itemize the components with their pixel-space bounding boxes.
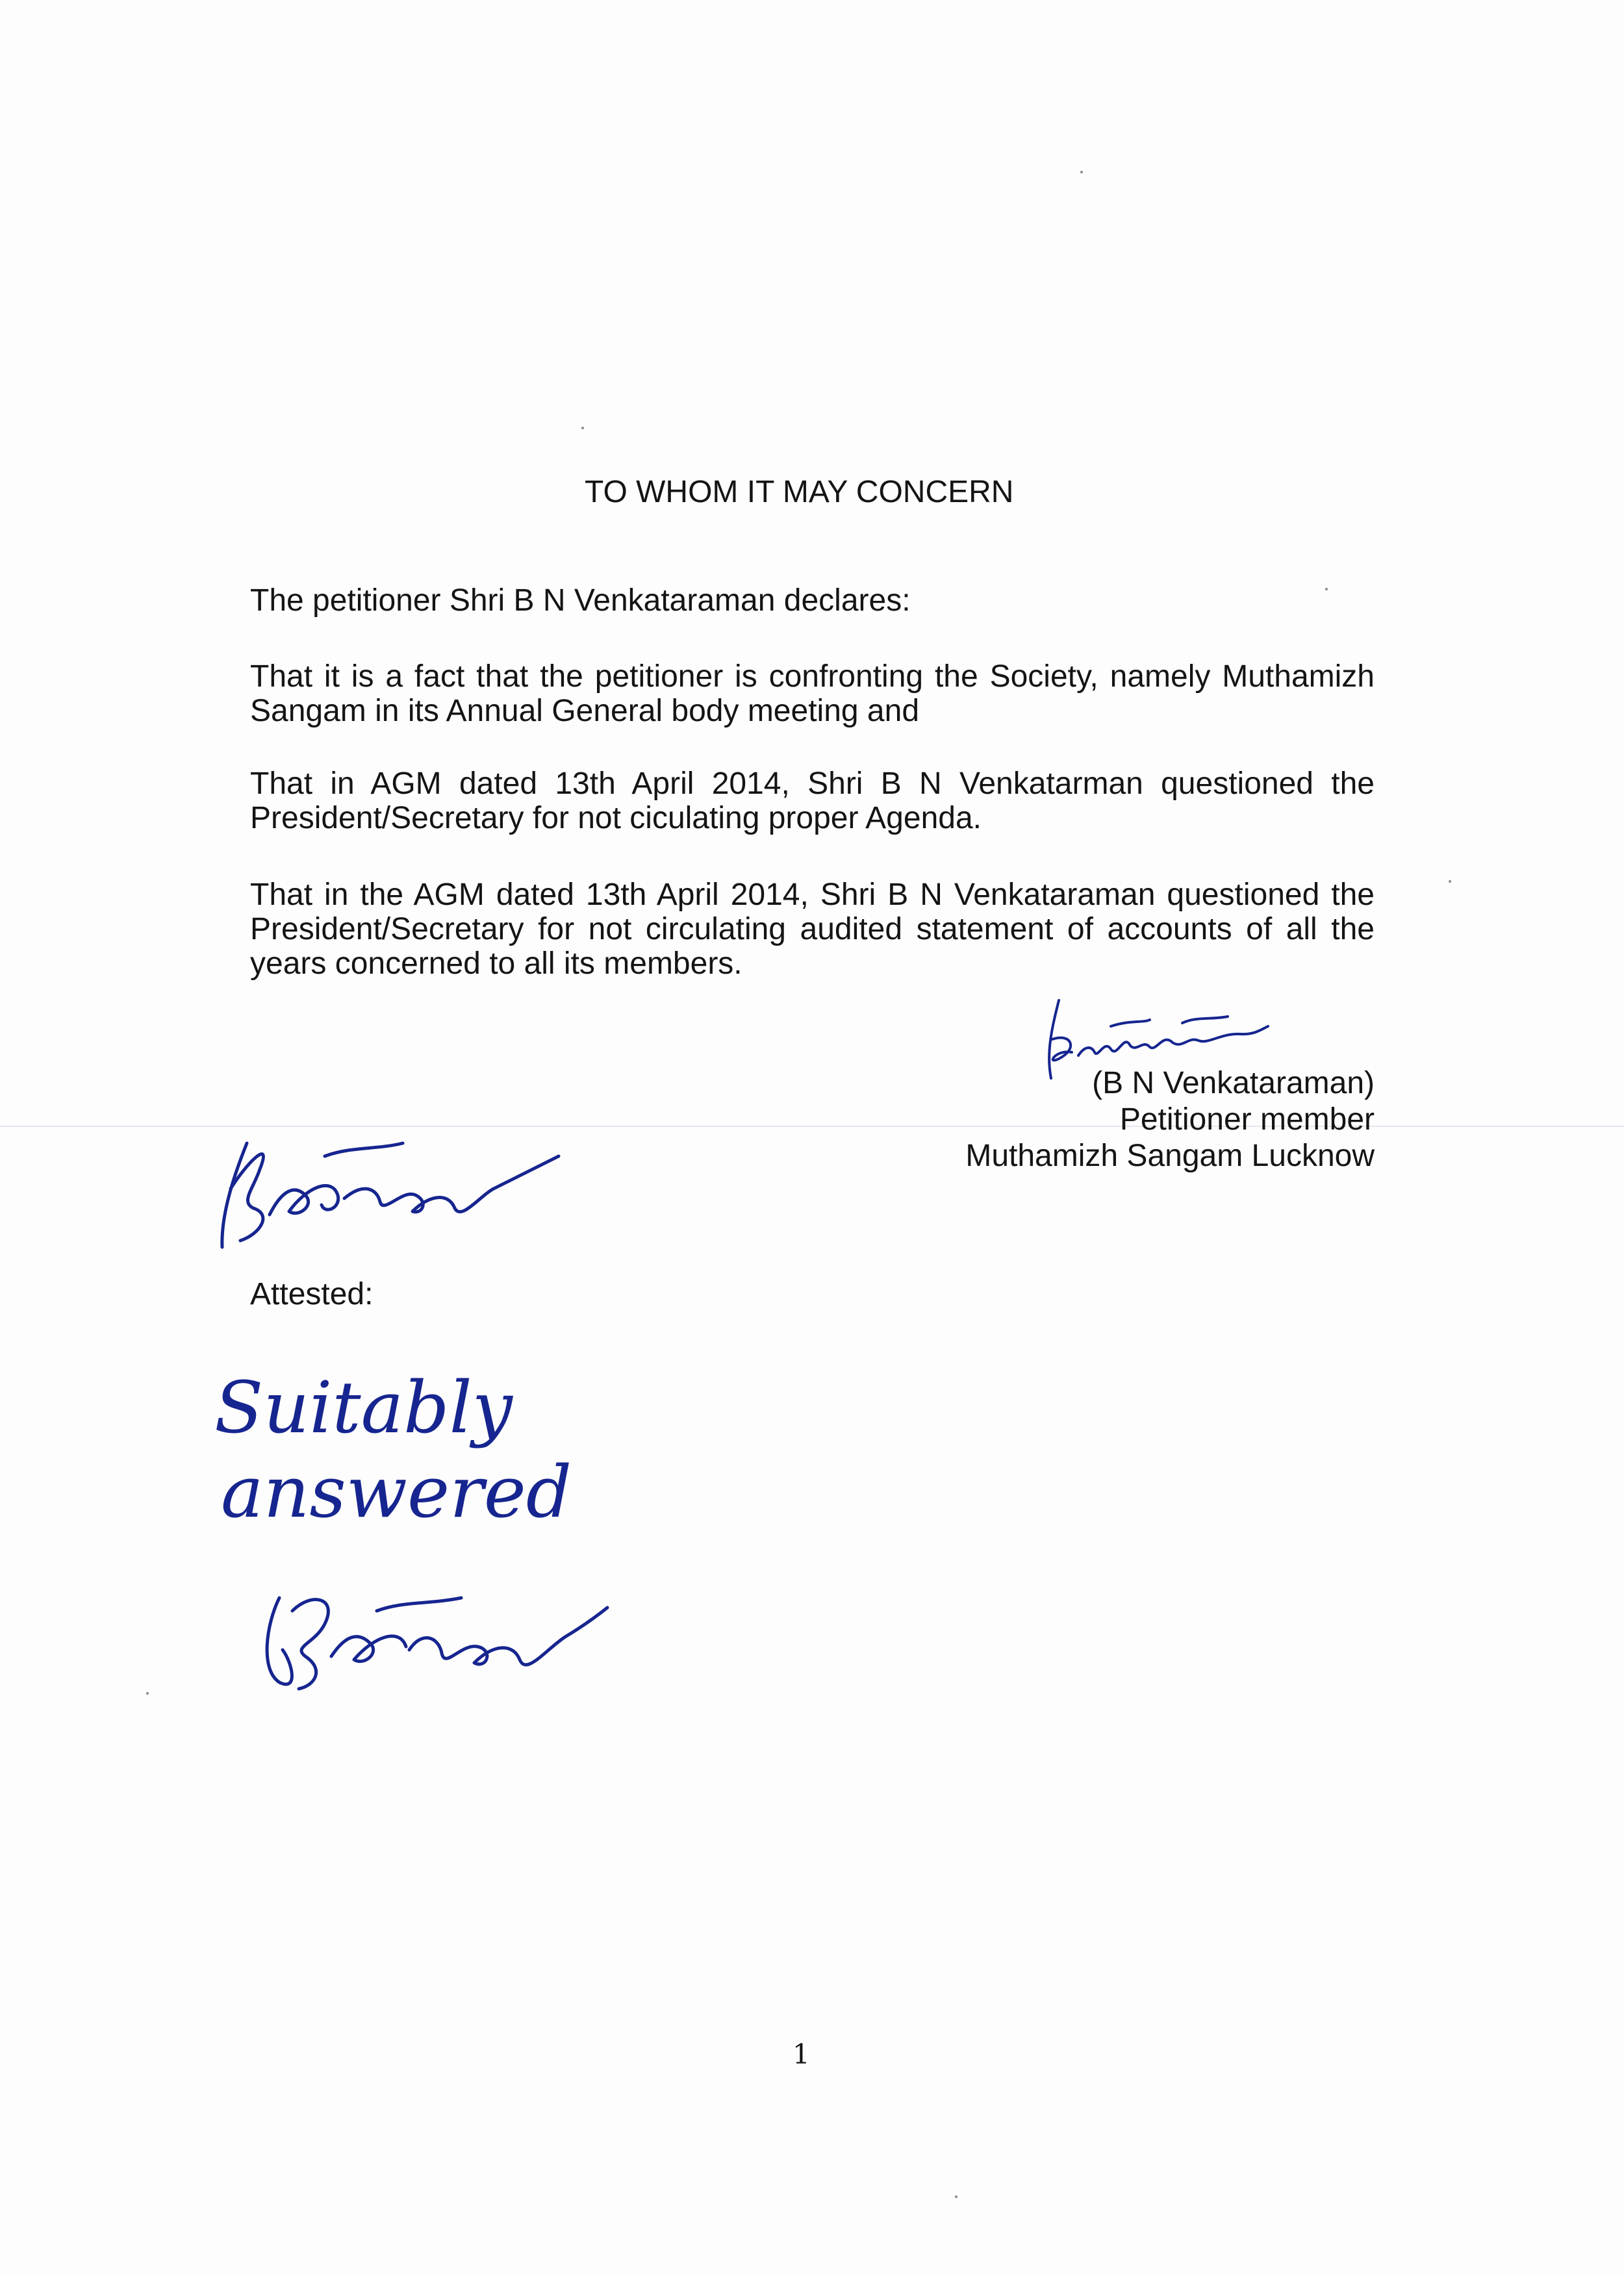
scan-speck: [1449, 880, 1451, 883]
handwritten-note-text: Suitably answered: [214, 1366, 572, 1534]
handwritten-note: [208, 1358, 624, 1552]
scan-speck: [581, 427, 584, 429]
paragraph-2: That in AGM dated 13th April 2014, Shri B N Venkatarman questioned the President/Secretary for not ciculating proper Agenda.: [250, 766, 1375, 835]
signatory-role: Petitioner member: [1119, 1102, 1375, 1137]
attestor-signature-2: [253, 1572, 617, 1702]
signatory-name: (B N Venkataraman): [1092, 1066, 1375, 1100]
scan-speck: [955, 2195, 958, 2198]
attested-label: Attested:: [250, 1277, 374, 1311]
signatory-block: [965, 1065, 1375, 1174]
attestor-signature: [208, 1117, 572, 1260]
paragraph-3: That in the AGM dated 13th April 2014, Shri B N Venkataraman questioned the President/Secretary for not circulating audited statement of accounts of all the years concerned to all its members.: [250, 878, 1375, 981]
scan-speck: [1325, 588, 1328, 590]
page-number: 1: [793, 2038, 810, 2070]
document-title: TO WHOM IT MAY CONCERN: [585, 475, 1014, 509]
paragraph-1: That it is a fact that the petitioner is confronting the Society, namely Muthamizh Sangam in its Annual General body meeting and: [250, 659, 1375, 728]
intro-line: The petitioner Shri B N Venkataraman declares:: [250, 583, 911, 618]
scan-speck: [146, 1692, 149, 1695]
signatory-organization: Muthamizh Sangam Lucknow: [965, 1139, 1375, 1173]
scan-speck: [1080, 171, 1083, 173]
